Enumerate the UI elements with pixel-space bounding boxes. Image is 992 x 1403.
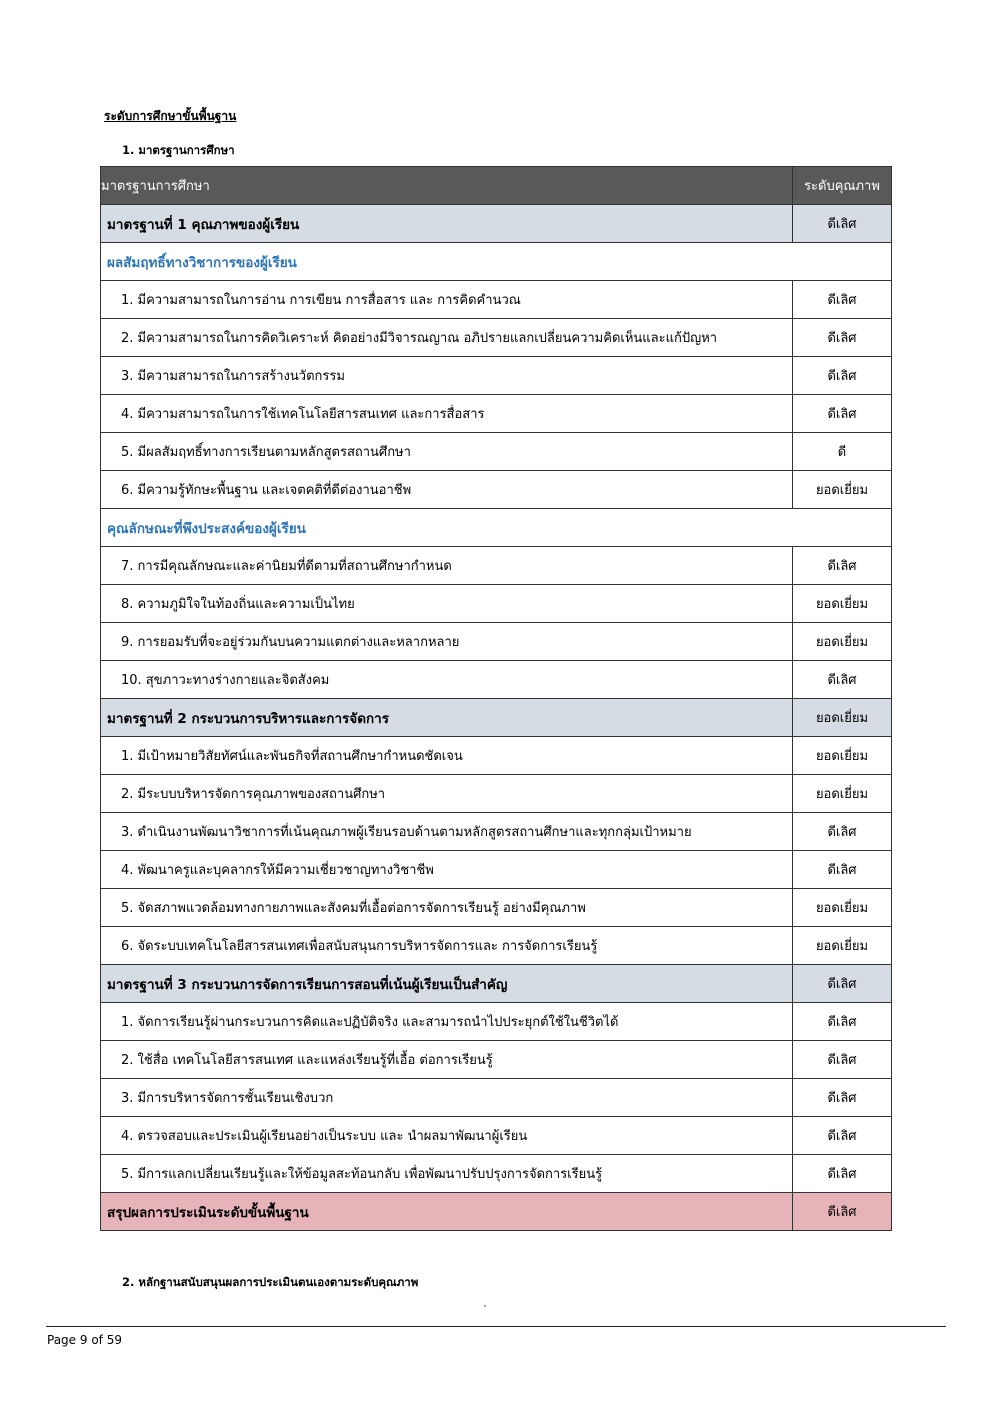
row-label: 3. มีความสามารถในการสร้างนวัตกรรม bbox=[101, 357, 793, 395]
table-row bbox=[101, 1079, 892, 1117]
quality-rating: ยอดเยี่ยม bbox=[793, 775, 892, 813]
table-body bbox=[101, 205, 892, 1231]
quality-rating: ดีเลิศ bbox=[793, 813, 892, 851]
table-row bbox=[101, 357, 892, 395]
row-label: 3. ดำเนินงานพัฒนาวิชาการที่เน้นคุณภาพผู้เรียนรอบด้านตามหลักสูตรสถานศึกษาและทุกกลุ่มเป้าหมาย bbox=[101, 813, 793, 851]
row-label: 4. มีความสามารถในการใช้เทคโนโลยีสารสนเทศ และการสื่อสาร bbox=[101, 395, 793, 433]
table-row bbox=[101, 813, 892, 851]
row-label: 2. มีความสามารถในการคิดวิเคราะห์ คิดอย่างมีวิจารณญาณ อภิปรายแลกเปลี่ยนความคิดเห็นและแก้ปัญหา bbox=[101, 319, 793, 357]
table-row bbox=[101, 889, 892, 927]
quality-rating: ดีเลิศ bbox=[793, 965, 892, 1003]
row-label: 8. ความภูมิใจในท้องถิ่นและความเป็นไทย bbox=[101, 585, 793, 623]
quality-rating: ยอดเยี่ยม bbox=[793, 927, 892, 965]
column-header-quality: ระดับคุณภาพ bbox=[793, 167, 892, 205]
table-row bbox=[101, 623, 892, 661]
category-row bbox=[101, 243, 892, 281]
row-label: สรุปผลการประเมินระดับขั้นพื้นฐาน bbox=[101, 1193, 793, 1231]
table-row bbox=[101, 1155, 892, 1193]
category-label: คุณลักษณะที่พึงประสงค์ของผู้เรียน bbox=[101, 509, 892, 547]
stray-dot bbox=[484, 1305, 486, 1307]
row-label: 7. การมีคุณลักษณะและค่านิยมที่ดีตามที่สถานศึกษากำหนด bbox=[101, 547, 793, 585]
table-row bbox=[101, 547, 892, 585]
quality-rating: ดีเลิศ bbox=[793, 547, 892, 585]
quality-rating: ยอดเยี่ยม bbox=[793, 471, 892, 509]
table-row bbox=[101, 281, 892, 319]
quality-rating: ยอดเยี่ยม bbox=[793, 889, 892, 927]
table-row bbox=[101, 1117, 892, 1155]
standard-row bbox=[101, 699, 892, 737]
page-number: Page 9 of 59 bbox=[47, 1333, 122, 1347]
quality-rating: ดีเลิศ bbox=[793, 1155, 892, 1193]
column-header-standard: มาตรฐานการศึกษา bbox=[101, 167, 793, 205]
quality-rating: ยอดเยี่ยม bbox=[793, 737, 892, 775]
quality-rating: ยอดเยี่ยม bbox=[793, 699, 892, 737]
quality-rating: ดีเลิศ bbox=[793, 661, 892, 699]
table-header-row bbox=[101, 167, 892, 205]
quality-rating: ดีเลิศ bbox=[793, 1003, 892, 1041]
section-heading: ระดับการศึกษาขั้นพื้นฐาน bbox=[104, 109, 237, 123]
quality-rating: ดีเลิศ bbox=[793, 851, 892, 889]
quality-rating: ยอดเยี่ยม bbox=[793, 623, 892, 661]
table-row bbox=[101, 585, 892, 623]
quality-rating: ดีเลิศ bbox=[793, 357, 892, 395]
row-label: มาตรฐานที่ 2 กระบวนการบริหารและการจัดการ bbox=[101, 699, 793, 737]
category-label: ผลสัมฤทธิ์ทางวิชาการของผู้เรียน bbox=[101, 243, 892, 281]
table-row bbox=[101, 737, 892, 775]
row-label: 5. มีการแลกเปลี่ยนเรียนรู้และให้ข้อมูลสะท้อนกลับ เพื่อพัฒนาปรับปรุงการจัดการเรียนรู้ bbox=[101, 1155, 793, 1193]
row-label: มาตรฐานที่ 1 คุณภาพของผู้เรียน bbox=[101, 205, 793, 243]
table-row bbox=[101, 433, 892, 471]
standard-row bbox=[101, 205, 892, 243]
standards-table bbox=[100, 166, 892, 1231]
quality-rating: ดีเลิศ bbox=[793, 1041, 892, 1079]
summary-row bbox=[101, 1193, 892, 1231]
table-row bbox=[101, 775, 892, 813]
table-row bbox=[101, 661, 892, 699]
quality-rating: ดี bbox=[793, 433, 892, 471]
table-row bbox=[101, 851, 892, 889]
quality-rating: ยอดเยี่ยม bbox=[793, 585, 892, 623]
table-row bbox=[101, 1041, 892, 1079]
table-row bbox=[101, 395, 892, 433]
row-label: 2. มีระบบบริหารจัดการคุณภาพของสถานศึกษา bbox=[101, 775, 793, 813]
row-label: 4. พัฒนาครูและบุคลากรให้มีความเชี่ยวชาญทางวิชาชีพ bbox=[101, 851, 793, 889]
row-label: 4. ตรวจสอบและประเมินผู้เรียนอย่างเป็นระบบ และ นำผลมาพัฒนาผู้เรียน bbox=[101, 1117, 793, 1155]
row-label: 2. ใช้สื่อ เทคโนโลยีสารสนเทศ และแหล่งเรียนรู้ที่เอื้อ ต่อการเรียนรู้ bbox=[101, 1041, 793, 1079]
table-row bbox=[101, 319, 892, 357]
row-label: 1. มีเป้าหมายวิสัยทัศน์และพันธกิจที่สถานศึกษากำหนดชัดเจน bbox=[101, 737, 793, 775]
row-label: 5. จัดสภาพแวดล้อมทางกายภาพและสังคมที่เอื้อต่อการจัดการเรียนรู้ อย่างมีคุณภาพ bbox=[101, 889, 793, 927]
quality-rating: ดีเลิศ bbox=[793, 1079, 892, 1117]
quality-rating: ดีเลิศ bbox=[793, 1117, 892, 1155]
table-row bbox=[101, 1003, 892, 1041]
row-label: 1. มีความสามารถในการอ่าน การเขียน การสื่อสาร และ การคิดคำนวณ bbox=[101, 281, 793, 319]
row-label: 9. การยอมรับที่จะอยู่ร่วมกันบนความแตกต่างและหลากหลาย bbox=[101, 623, 793, 661]
row-label: 6. จัดระบบเทคโนโลยีสารสนเทศเพื่อสนับสนุนการบริหารจัดการและ การจัดการเรียนรู้ bbox=[101, 927, 793, 965]
row-label: 10. สุขภาวะทางร่างกายและจิตสังคม bbox=[101, 661, 793, 699]
quality-rating: ดีเลิศ bbox=[793, 205, 892, 243]
row-label: 5. มีผลสัมฤทธิ์ทางการเรียนตามหลักสูตรสถานศึกษา bbox=[101, 433, 793, 471]
table-row bbox=[101, 471, 892, 509]
section-subheading: 1. มาตรฐานการศึกษา bbox=[122, 143, 235, 157]
quality-rating: ดีเลิศ bbox=[793, 395, 892, 433]
row-label: 6. มีความรู้ทักษะพื้นฐาน และเจตคติที่ดีต่องานอาชีพ bbox=[101, 471, 793, 509]
category-row bbox=[101, 509, 892, 547]
footer-divider bbox=[46, 1326, 946, 1327]
row-label: 1. จัดการเรียนรู้ผ่านกระบวนการคิดและปฏิบัติจริง และสามารถนำไปประยุกต์ใช้ในชีวิตได้ bbox=[101, 1003, 793, 1041]
table-row bbox=[101, 927, 892, 965]
quality-rating: ดีเลิศ bbox=[793, 319, 892, 357]
row-label: 3. มีการบริหารจัดการชั้นเรียนเชิงบวก bbox=[101, 1079, 793, 1117]
row-label: มาตรฐานที่ 3 กระบวนการจัดการเรียนการสอนที่เน้นผู้เรียนเป็นสำคัญ bbox=[101, 965, 793, 1003]
section-subheading-2: 2. หลักฐานสนับสนุนผลการประเมินตนเองตามระดับคุณภาพ bbox=[122, 1275, 419, 1289]
quality-rating: ดีเลิศ bbox=[793, 1193, 892, 1231]
standard-row bbox=[101, 965, 892, 1003]
quality-rating: ดีเลิศ bbox=[793, 281, 892, 319]
